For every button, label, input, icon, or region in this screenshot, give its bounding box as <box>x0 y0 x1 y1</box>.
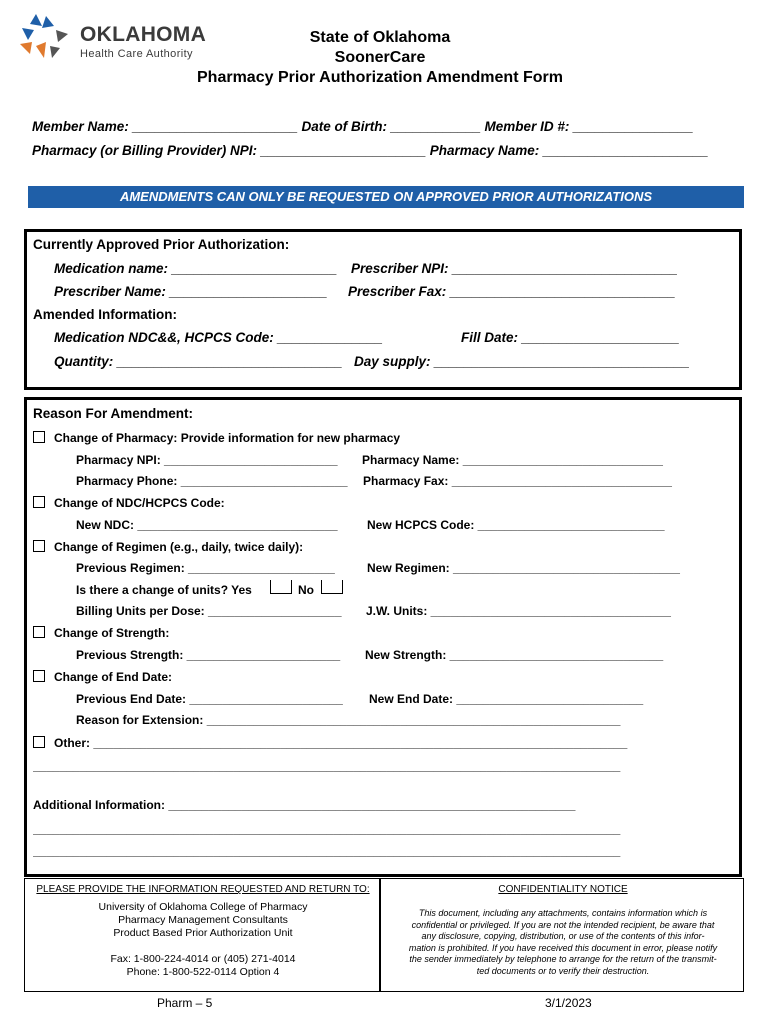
return-fax: Fax: 1-800-224-4014 or (405) 271-4014 <box>110 953 296 965</box>
conf-line-4: mation is prohibited. If you have received this document in error, please notify <box>408 942 718 953</box>
prescriber-npi-field[interactable]: Prescriber NPI: ______________________________ <box>351 261 678 276</box>
units-yes-box[interactable] <box>270 580 292 594</box>
logo-subtitle: Health Care Authority <box>80 48 193 60</box>
additional-info-line-2[interactable]: ________________________________________________________________________________________ <box>33 844 621 858</box>
previous-strength-field[interactable]: Previous Strength: _______________________ <box>76 648 341 662</box>
units-no-label: No <box>298 583 314 597</box>
additional-info-line-1[interactable]: ________________________________________________________________________________________ <box>33 822 621 836</box>
return-heading: PLEASE PROVIDE THE INFORMATION REQUESTED AND RETURN TO: <box>36 884 370 895</box>
new-pharmacy-name-field[interactable]: Pharmacy Name: ______________________________ <box>362 453 663 467</box>
strength-change-label: Change of Strength: <box>54 626 170 640</box>
prescriber-name-field[interactable]: Prescriber Name: _____________________ <box>54 284 328 299</box>
day-supply-field[interactable]: Day supply: __________________________________ <box>354 354 690 369</box>
end-date-change-label: Change of End Date: <box>54 670 173 684</box>
reason-heading: Reason For Amendment: <box>33 406 194 421</box>
prescriber-fax-field[interactable]: Prescriber Fax: ______________________________ <box>348 284 676 299</box>
ndc-change-checkbox[interactable] <box>33 496 45 508</box>
ndc-change-label: Change of NDC/HCPCS Code: <box>54 496 225 510</box>
reason-section <box>24 397 742 877</box>
previous-regimen-field[interactable]: Previous Regimen: ______________________ <box>76 561 335 575</box>
member-info-row[interactable]: Member Name: ______________________ Date of Birth: ____________ Member ID #: ________________ <box>32 119 694 134</box>
jw-units-field[interactable]: J.W. Units: ____________________________________ <box>366 604 671 618</box>
fill-date-field[interactable]: Fill Date: _____________________ <box>461 330 680 345</box>
conf-line-1: This document, including any attachments, contains information which is <box>418 908 708 918</box>
logo-name: OKLAHOMA <box>80 23 207 46</box>
medication-name-field[interactable]: Medication name: ______________________ <box>54 261 337 276</box>
other-checkbox[interactable] <box>33 736 45 748</box>
billing-units-field[interactable]: Billing Units per Dose: ____________________ <box>76 604 342 618</box>
amendment-banner: AMENDMENTS CAN ONLY BE REQUESTED ON APPROVED PRIOR AUTHORIZATIONS <box>28 186 744 208</box>
conf-line-5: the sender immediately by telephone to arrange for the return of the transmit- <box>409 954 717 964</box>
units-change-question: Is there a change of units? Yes <box>76 583 252 597</box>
page-number: Pharm – 5 <box>157 996 213 1010</box>
confidentiality-box <box>380 878 744 992</box>
confidentiality-heading: CONFIDENTIALITY NOTICE <box>498 884 628 895</box>
additional-info-field[interactable]: Additional Information: _____________________________________________________________ <box>33 798 576 812</box>
new-pharmacy-npi-field[interactable]: Pharmacy NPI: __________________________ <box>76 453 338 467</box>
title-line-1: State of Oklahoma <box>309 29 451 46</box>
confidentiality-text <box>381 908 745 977</box>
conf-line-3: any disclosure, copying, distribution, or use of the contents of this infor- <box>421 931 705 941</box>
extension-reason-field[interactable]: Reason for Extension: ______________________________________________________________ <box>76 713 621 727</box>
new-ndc-field[interactable]: New NDC: ______________________________ <box>76 518 338 532</box>
new-strength-field[interactable]: New Strength: ________________________________ <box>365 648 664 662</box>
new-pharmacy-phone-field[interactable]: Pharmacy Phone: _________________________ <box>76 474 348 488</box>
regimen-change-label: Change of Regimen (e.g., daily, twice daily): <box>54 540 304 554</box>
conf-line-2: confidential or privileged. If you are not the intended recipient, be aware that <box>411 919 715 930</box>
return-org-1: University of Oklahoma College of Pharmacy <box>98 901 308 913</box>
new-pharmacy-fax-field[interactable]: Pharmacy Fax: _________________________________ <box>363 474 672 488</box>
form-title <box>0 28 770 88</box>
return-org-2: Pharmacy Management Consultants <box>118 914 288 926</box>
form-date: 3/1/2023 <box>545 996 592 1010</box>
return-org-3: Product Based Prior Authorization Unit <box>113 927 293 939</box>
new-end-date-field[interactable]: New End Date: ____________________________ <box>369 692 644 706</box>
return-phone: Phone: 1-800-522-0114 Option 4 <box>126 966 280 978</box>
conf-line-6: ted documents or to verify their destruction. <box>476 965 650 976</box>
amended-heading: Amended Information: <box>33 307 177 322</box>
other-field[interactable]: Other: ________________________________________________________________________________ <box>54 736 628 750</box>
pharmacy-change-checkbox[interactable] <box>33 431 45 443</box>
end-date-change-checkbox[interactable] <box>33 670 45 682</box>
medication-ndc-field[interactable]: Medication NDC&&, HCPCS Code: ______________ <box>54 330 383 345</box>
new-hcpcs-field[interactable]: New HCPCS Code: ____________________________ <box>367 518 665 532</box>
new-regimen-field[interactable]: New Regimen: __________________________________ <box>367 561 680 575</box>
other-line[interactable]: ________________________________________________________________________________________ <box>33 759 621 773</box>
return-to-box <box>24 878 380 992</box>
pharmacy-change-label: Change of Pharmacy: Provide information for new pharmacy <box>54 431 401 445</box>
title-line-3: Pharmacy Prior Authorization Amendment Form <box>197 69 563 86</box>
pharmacy-info-row[interactable]: Pharmacy (or Billing Provider) NPI: ______________________ Pharmacy Name: ______________________ <box>32 143 709 158</box>
previous-end-date-field[interactable]: Previous End Date: _______________________ <box>76 692 343 706</box>
quantity-field[interactable]: Quantity: ______________________________ <box>54 354 343 369</box>
title-line-2: SoonerCare <box>334 49 426 66</box>
approved-heading: Currently Approved Prior Authorization: <box>33 237 290 252</box>
strength-change-checkbox[interactable] <box>33 626 45 638</box>
approved-pa-section <box>24 229 742 390</box>
regimen-change-checkbox[interactable] <box>33 540 45 552</box>
units-no-box[interactable] <box>321 580 343 594</box>
